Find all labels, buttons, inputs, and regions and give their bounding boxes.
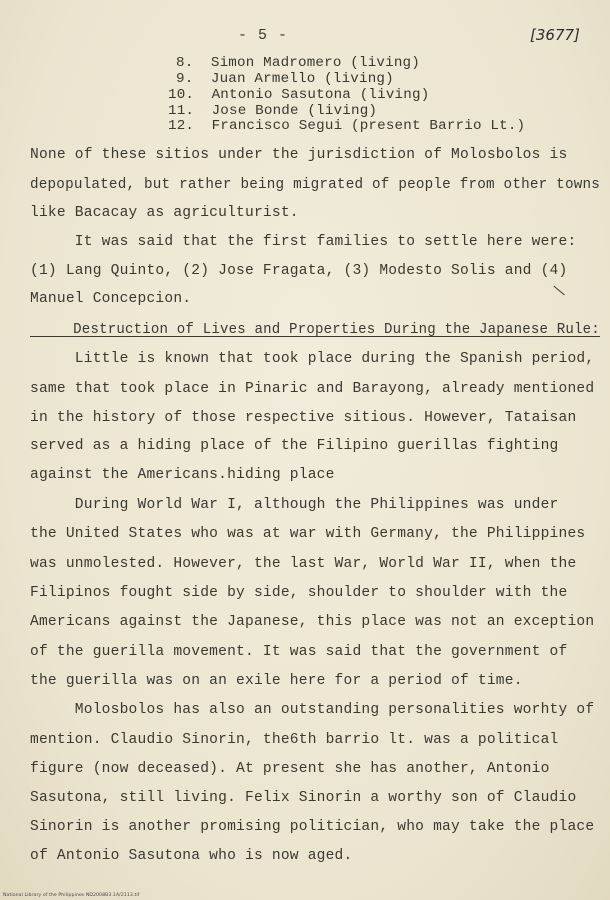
text-line: of the guerilla movement. It was said that the government of (30, 644, 568, 660)
text-line: like Bacacay as agriculturist. (30, 205, 299, 221)
handwritten-page-number: [3677] (530, 26, 580, 44)
list-item: 12. Francisco Segui (present Barrio Lt.) (168, 118, 526, 134)
text-line: Molosbolos has also an outstanding personalities worhty of (30, 702, 595, 718)
text-line: mention. Claudio Sinorin, the6th barrio lt. was a political (30, 732, 559, 748)
text-line: depopulated, but rather being migrated of people from other towns (30, 177, 601, 193)
text-line: Americans against the Japanese, this place was not an exception (30, 614, 595, 630)
list-item: 10. Antonio Sasutona (living) (168, 87, 430, 103)
list-item: 11. Jose Bonde (living) (168, 103, 378, 119)
text-line: same that took place in Pinaric and Barayong, already mentioned (30, 381, 595, 397)
text-line: Little is known that took place during the Spanish period, (30, 351, 595, 367)
text-line: During World War I, although the Philippines was under (30, 497, 559, 513)
pencil-mark (553, 286, 565, 296)
page-number: - 5 - (238, 27, 289, 44)
text-line: Filipinos fought side by side, shoulder to shoulder with the (30, 585, 568, 601)
section-heading: Destruction of Lives and Properties During the Japanese Rule: (30, 322, 600, 338)
text-line: the guerilla was on an exile here for a period of time. (30, 673, 523, 689)
list-item: 8. Simon Madromero (living) (176, 55, 420, 71)
text-line: None of these sitios under the jurisdiction of Molosbolos is (30, 147, 568, 163)
text-line: the United States who was at war with Germany, the Philippines (30, 526, 586, 542)
text-line: Sinorin is another promising politician, who may take the place (30, 819, 595, 835)
text-line: (1) Lang Quinto, (2) Jose Fragata, (3) Modesto Solis and (4) (30, 263, 568, 279)
text-line: figure (now deceased). At present she has another, Antonio (30, 761, 550, 777)
text-line: against the Americans.hiding place (30, 467, 335, 483)
text-line: in the history of those respective sitious. However, Tataisan (30, 410, 577, 426)
text-line: Sasutona, still living. Felix Sinorin a worthy son of Claudio (30, 790, 577, 806)
text-line: Manuel Concepcion. (30, 291, 192, 307)
text-line: It was said that the first families to settle here were: (30, 234, 577, 250)
list-item: 9. Juan Armello (living) (176, 71, 394, 87)
text-line: of Antonio Sasutona who is now aged. (30, 848, 353, 864)
text-line: served as a hiding place of the Filipino guerillas fighting (30, 438, 559, 454)
archive-footer: National Library of the Philippines ND2008B3.1A/2113.tif (3, 893, 140, 898)
text-line: was unmolested. However, the last War, World War II, when the (30, 556, 577, 572)
